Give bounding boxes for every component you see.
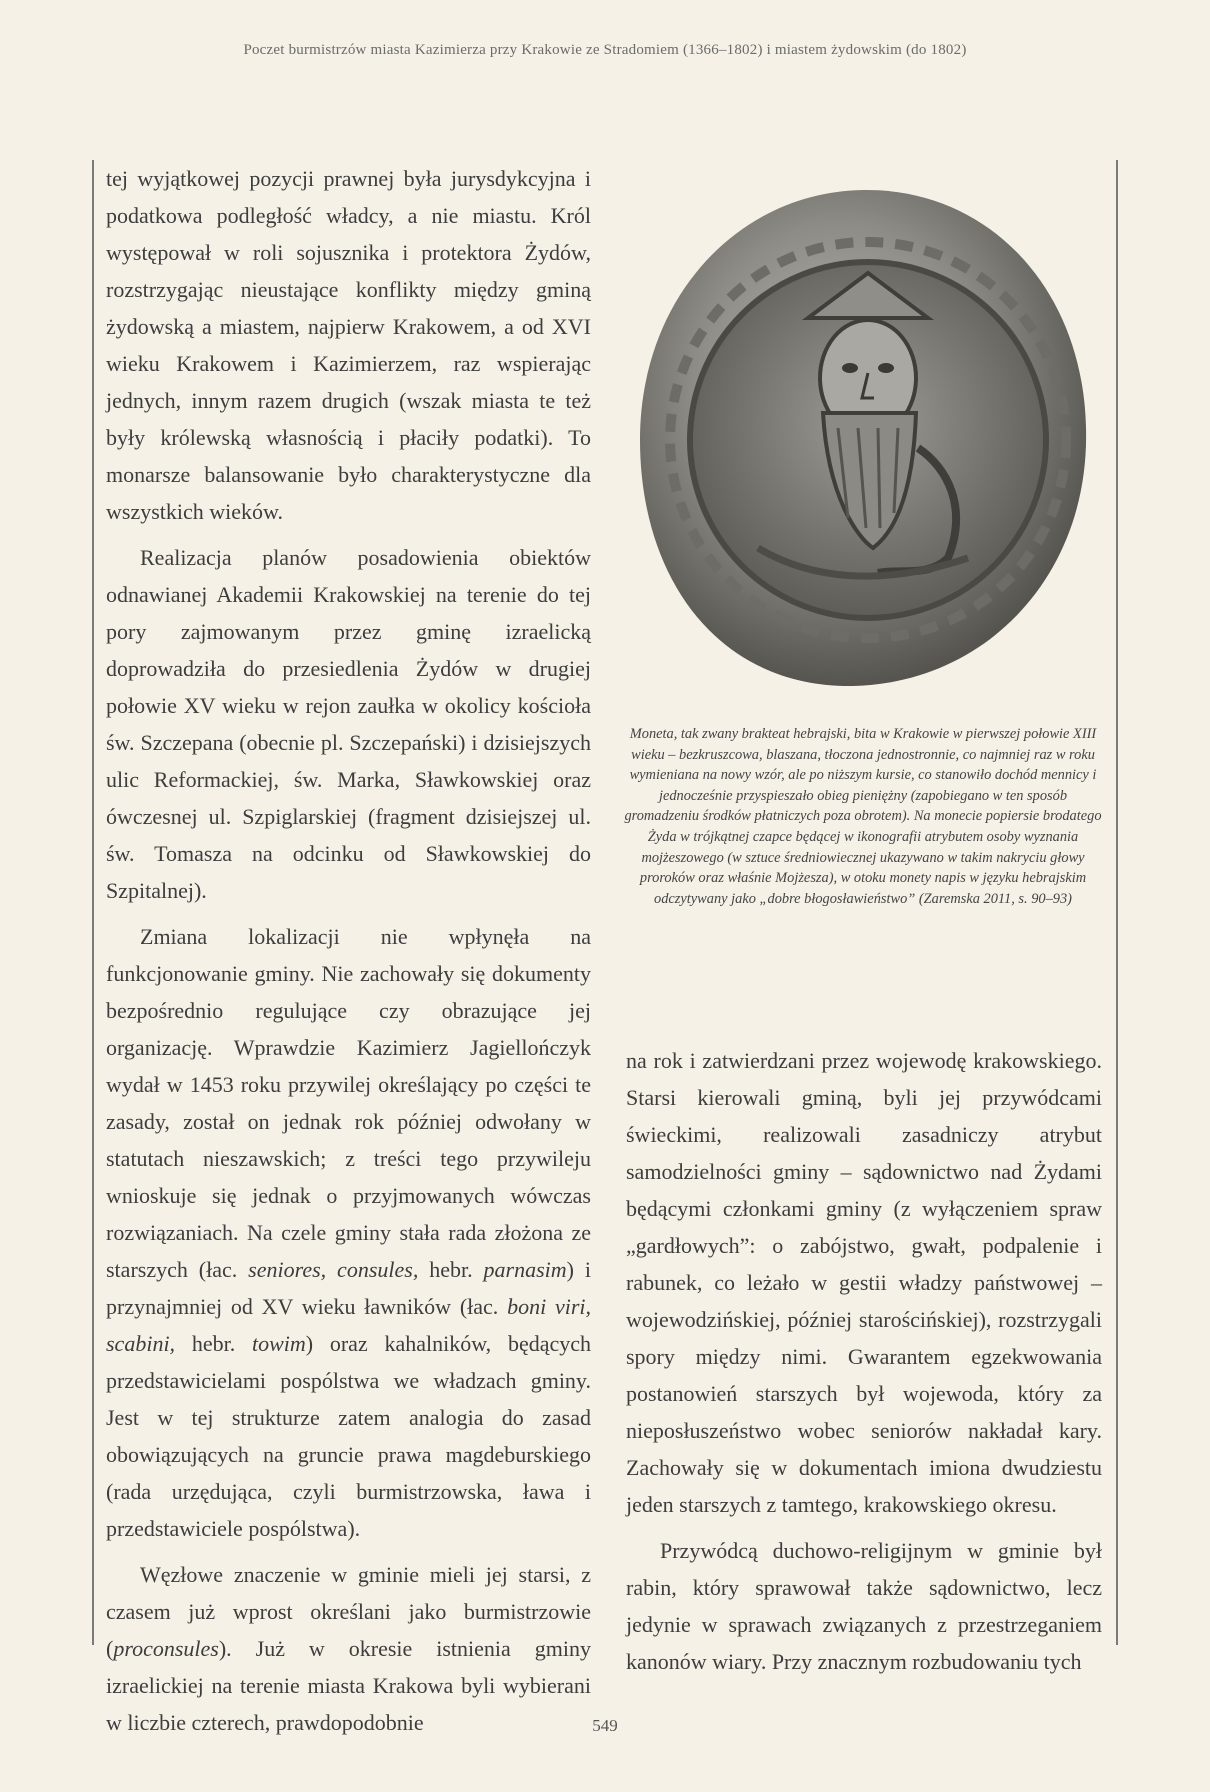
paragraph: Zmiana lokalizacji nie wpłynęła na funkcjonowanie gminy. Nie zachowały się dokumenty bezpośrednio regulujące czy obrazujące jej organizację. Wprawdzie Kazimierz Jagiellończyk wydał w 1453 roku przywilej określający po części te zasady, został on jednak rok później odwołany w statutach nieszawskich; z treści tego przywileju wnioskuje się jednak o przyjmowanych wówczas rozwiązaniach. Na czele gminy stała rada złożona ze starszych (łac. seniores, consules, hebr. parnasim) i przynajmniej od XV wieku ławników (łac. boni viri, scabini, hebr. towim) oraz kahalników, będących przedstawicielami pospólstwa we władzach gminy. Jest w tej strukturze zatem analogia do zasad obowiązujących na gruncie prawa magdeburskiego (rada urzędująca, czyli burmistrzowska, ława i przedstawiciele pospólstwa). <box>106 924 591 1541</box>
coin-photo <box>628 178 1098 698</box>
left-margin-rule <box>92 160 94 1645</box>
paragraph: Przywódcą duchowo-religijnym w gminie był rabin, który sprawował także sądownictwo, lecz jedynie w sprawach związanych z przestrzeganiem kanonów wiary. Przy znacznym rozbudowaniu tych <box>626 1538 1102 1674</box>
paragraph: Węzłowe znaczenie w gminie mieli jej starsi, z czasem już wprost określani jako burmistrzowie (proconsules). Już w okresie istnienia gminy izraelickiej na terenie miasta Krakowa byli wybierani w liczbie czterech, prawdopodobnie <box>106 1562 591 1735</box>
paragraph: tej wyjątkowej pozycji prawnej była jurysdykcyjna i podatkowa podległość władcy, a nie miastu. Król występował w roli sojusznika i protektora Żydów, rozstrzygając nieustające konflikty między gminą żydowską a miastem, najpierw Krakowem, a od XVI wieku Krakowem i Kazimierzem, raz wspierając jednych, innym razem drugich (wszak miasta te też były królewską własnością i płaciły podatki). To monarsze balansowanie było charakterystyczne dla wszystkich wieków. <box>106 166 591 524</box>
right-column <box>626 1042 1102 1680</box>
page-number: 549 <box>592 1716 618 1735</box>
bracteate-coin-image <box>628 178 1098 698</box>
running-header: Poczet burmistrzów miasta Kazimierza przy Krakowie ze Stradomiem (1366–1802) i miastem żydowskim (do 1802) <box>243 42 967 58</box>
left-column <box>106 160 591 1741</box>
paragraph: na rok i zatwierdzani przez wojewodę krakowskiego. Starsi kierowali gminą, byli jej przywódcami świeckimi, realizowali zasadniczy atrybut samodzielności gminy – sądownictwo nad Żydami będącymi członkami gminy (z wyłączeniem spraw „gardłowych”: o zabójstwo, gwałt, podpalenie i rabunek, co leżało w gestii władzy państwowej – wojewodzińskiej, później starościńskiej), rozstrzygali spory między nimi. Gwarantem egzekwowania postanowień starszych był wojewoda, który za nieposłuszeństwo wobec seniorów nakładał kary. Zachowały się w dokumentach imiona dwudziestu jeden starszych z tamtego, krakowskiego okresu. <box>626 1048 1102 1517</box>
paragraph: Realizacja planów posadowienia obiektów odnawianej Akademii Krakowskiej na terenie do tej pory zajmowanym przez gminę izraelicką doprowadziła do przesiedlenia Żydów w drugiej połowie XV wieku w rejon zaułka w okolicy kościoła św. Szczepana (obecnie pl. Szczepański) i dzisiejszych ulic Reformackiej, św. Marka, Sławkowskiej oraz ówczesnej ul. Szpiglarskiej (fragment dzisiejszej ul. św. Tomasza na odcinku od Sławkowskiej do Szpitalnej). <box>106 545 591 903</box>
figure-caption: Moneta, tak zwany brakteat hebrajski, bita w Krakowie w pierwszej połowie XIII wieku – bezkruszcowa, blaszana, tłoczona jednostronnie, co najmniej raz w roku wymieniana na nowy wzór, ale po niższym kursie, co stanowiło dochód mennicy i jednocześnie przyspieszało obieg pieniężny (zapobiegano w ten sposób gromadzeniu środków płatniczych poza obrotem). Na monecie popiersie brodatego Żyda w trójkątnej czapce będącej w ikonografii atrybutem osoby wyznania mojżeszowego (w sztuce średniowiecznej ukazywano w takim nakryciu głowy proroków oraz właśnie Mojżesza), w otoku monety napis w języku hebrajskim odczytywany jako „dobre błogosławieństwo” (Zaremska 2011, s. 90–93) <box>624 726 1102 907</box>
right-margin-rule <box>1116 160 1118 1645</box>
